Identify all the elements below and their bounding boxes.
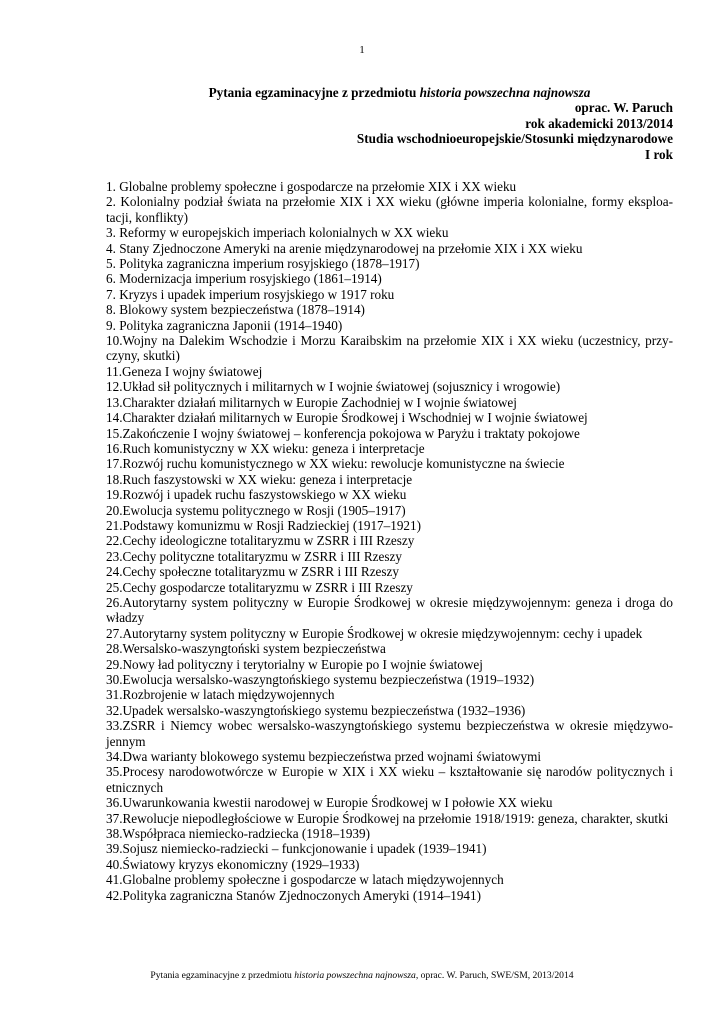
page-number: 1 (359, 44, 365, 56)
title-prefix: Pytania egzaminacyjne z przedmiotu (208, 85, 420, 100)
question-item: 36.Uwarunkowania kwestii narodowej w Europie Środkowej w I połowie XX wieku (106, 795, 553, 811)
question-list (106, 179, 673, 903)
question-item: 3. Reformy w europejskich imperiach kolonialnych w XX wieku (106, 225, 449, 241)
question-item: 24.Cechy społeczne totalitaryzmu w ZSRR i III Rzeszy (106, 564, 399, 580)
program-line: Studia wschodnioeuropejskie/Stosunki międzynarodowe (356, 131, 673, 147)
question-item: 13.Charakter działań militarnych w Europie Zachodniej w I wojnie światowej (106, 394, 517, 410)
question-item: 14.Charakter działań militarnych w Europie Środkowej i Wschodniej w I wojnie światowej (106, 410, 588, 426)
question-item: 28.Wersalsko-waszyngtoński system bezpieczeństwa (106, 641, 386, 657)
question-item: 2. Kolonialny podział świata na przełomie XIX i XX wieku (główne imperia kolonialne, formy eksploa-tacji, konflikty) (106, 194, 673, 225)
question-item: 30.Ewolucja wersalsko-waszyngtońskiego systemu bezpieczeństwa (1919–1932) (106, 672, 535, 687)
question-item: 27.Autorytarny system polityczny w Europie Środkowej w okresie międzywojennym: cechy i upadek (106, 625, 643, 641)
question-item: 41.Globalne problemy społeczne i gospodarcze w latach międzywojennych (106, 872, 504, 888)
question-item: 26.Autorytarny system polityczny w Europie Środkowej w okresie międzywojennym: geneza i droga do władzy (106, 594, 673, 626)
question-item: 18.Ruch faszystowski w XX wieku: geneza i interpretacje (106, 471, 413, 487)
question-item: 35.Procesy narodowotwórcze w Europie w XIX i XX wieku – kształtowanie się narodów politycznych i etnicznych (106, 764, 673, 795)
document-header (106, 85, 673, 162)
question-item: 17.Rozwój ruchu komunistycznego w XX wieku: rewolucje komunistyczne na świecie (106, 456, 565, 472)
question-item: 5. Polityka zagraniczna imperium rosyjskiego (1878–1917) (106, 256, 420, 272)
question-item: 19.Rozwój i upadek ruchu faszystowskiego w XX wieku (106, 487, 407, 503)
question-item: 1. Globalne problemy społeczne i gospodarcze na przełomie XIX i XX wieku (106, 179, 517, 194)
page-footer (0, 970, 724, 981)
footer-suffix: , oprac. W. Paruch, SWE/SM, 2013/2014 (415, 970, 574, 981)
question-item: 33.ZSRR i Niemcy wobec wersalsko-waszyngtońskiego systemu bezpieczeństwa w okresie międzywo-jennym (106, 718, 673, 749)
question-item: 4. Stany Zjednoczone Ameryki na arenie międzynarodowej na przełomie XIX i XX wieku (106, 240, 583, 256)
footer-prefix: Pytania egzaminacyjne z przedmiotu (150, 970, 295, 981)
footer-subject: historia powszechna najnowsza (294, 970, 416, 981)
question-item: 37.Rewolucje niepodległościowe w Europie Środkowej na przełomie 1918/1919: geneza, charakter, skutki (106, 810, 669, 826)
question-item: 42.Polityka zagraniczna Stanów Zjednoczonych Ameryki (1914–1941) (106, 887, 482, 903)
question-item: 20.Ewolucja systemu politycznego w Rosji (1905–1917) (106, 502, 406, 518)
question-item: 31.Rozbrojenie w latach międzywojennych (106, 687, 335, 703)
question-item: 12.Układ sił politycznych i militarnych w I wojnie światowej (sojusznicy i wrogowie) (106, 379, 561, 395)
question-item: 32.Upadek wersalsko-waszyngtońskiego systemu bezpieczeństwa (1932–1936) (106, 702, 526, 718)
year-of-study-line: I rok (645, 146, 673, 162)
question-item: 6. Modernizacja imperium rosyjskiego (1861–1914) (106, 271, 382, 287)
question-item: 10.Wojny na Dalekim Wschodzie i Morzu Karaibskim na przełomie XIX i XX wieku (uczestnicy, przy-czyny, skutki) (106, 333, 673, 364)
question-item: 11.Geneza I wojny światowej (106, 363, 263, 379)
question-item: 15.Zakończenie I wojny światowej – konferencja pokojowa w Paryżu i traktaty pokojowe (106, 425, 580, 441)
question-item: 38.Współpraca niemiecko-radziecka (1918–1939) (106, 826, 371, 842)
question-item: 21.Podstawy komunizmu w Rosji Radzieckiej (1917–1921) (106, 517, 421, 533)
question-item: 39.Sojusz niemiecko-radziecki – funkcjonowanie i upadek (1939–1941) (106, 841, 487, 857)
question-item: 8. Blokowy system bezpieczeństwa (1878–1914) (106, 302, 365, 318)
question-item: 34.Dwa warianty blokowego systemu bezpieczeństwa przed wojnami światowymi (106, 749, 542, 765)
author-line: oprac. W. Paruch (574, 100, 673, 116)
question-item: 23.Cechy polityczne totalitaryzmu w ZSRR i III Rzeszy (106, 548, 402, 564)
question-item: 7. Kryzys i upadek imperium rosyjskiego w 1917 roku (106, 286, 395, 302)
question-item: 29.Nowy ład polityczny i terytorialny w Europie po I wojnie światowej (106, 656, 483, 672)
title-subject: historia powszechna najnowsza (419, 85, 591, 100)
question-item: 16.Ruch komunistyczny w XX wieku: geneza i interpretacje (106, 440, 425, 456)
document-title (106, 85, 673, 100)
question-item: 9. Polityka zagraniczna Japonii (1914–1940) (106, 317, 343, 333)
academic-year-line: rok akademicki 2013/2014 (525, 115, 673, 131)
question-item: 22.Cechy ideologiczne totalitaryzmu w ZSRR i III Rzeszy (106, 533, 415, 549)
question-item: 25.Cechy gospodarcze totalitaryzmu w ZSRR i III Rzeszy (106, 579, 413, 595)
question-item: 40.Światowy kryzys ekonomiczny (1929–1933) (106, 856, 360, 872)
